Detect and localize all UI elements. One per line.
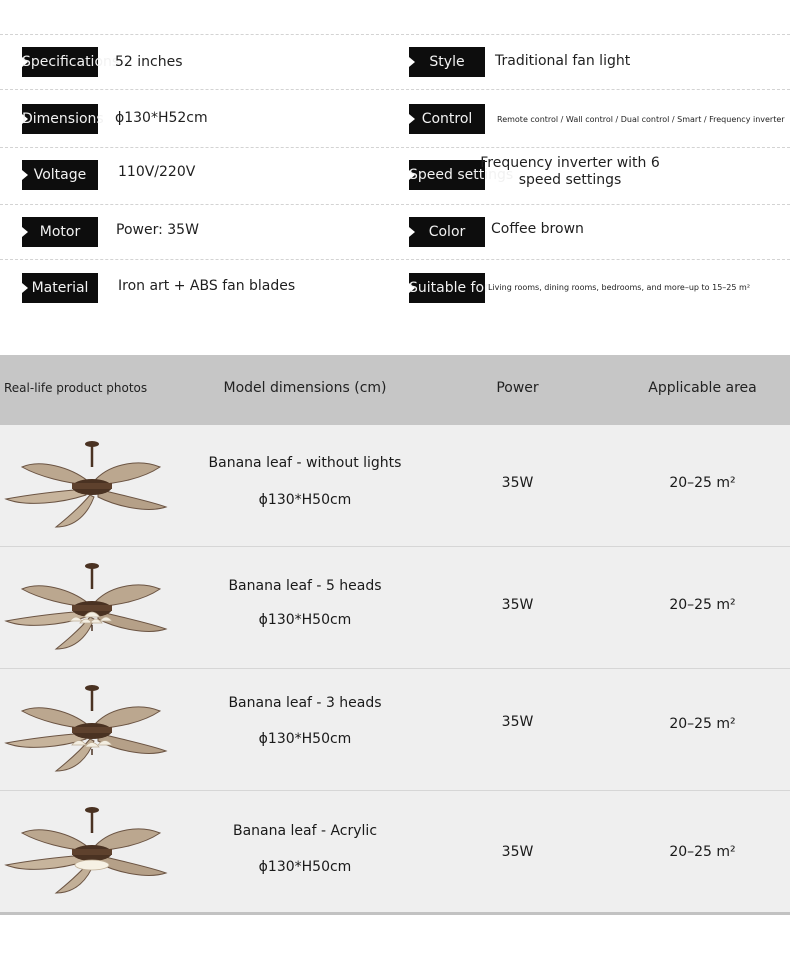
specifications-section — [0, 0, 790, 330]
model-dims: ϕ130*H50cm — [258, 731, 352, 747]
product-photo-3-heads — [0, 681, 175, 779]
spec-label-color — [409, 217, 485, 247]
area-value: 20–25 m² — [669, 597, 736, 613]
spec-label-text: Motor — [39, 224, 81, 240]
divider — [0, 89, 790, 90]
spec-label-speed-settings — [409, 160, 514, 190]
spec-label-text: Control — [421, 111, 473, 127]
spec-value-speed-settings: Frequency inverter with 6 speed settings — [480, 155, 660, 188]
product-photo-5-heads — [0, 559, 175, 657]
spec-label-suitable-for — [409, 273, 490, 303]
spec-value-voltage: 110V/220V — [118, 164, 196, 180]
spec-label-specifications — [22, 47, 120, 77]
spec-value-control: Remote control / Wall control / Dual control / Smart / Frequency inverter — [497, 115, 785, 124]
table-row — [0, 547, 790, 669]
spec-label-text: Voltage — [33, 167, 87, 183]
spec-label-control — [409, 104, 485, 134]
power-value: 35W — [501, 714, 534, 730]
area-value: 20–25 m² — [669, 716, 736, 732]
model-name: Banana leaf - 5 heads — [228, 578, 382, 594]
divider — [0, 34, 790, 35]
spec-value-specifications: 52 inches — [115, 54, 183, 70]
spec-label-text: Material — [31, 280, 89, 296]
spec-label-style — [409, 47, 485, 77]
table-row — [0, 791, 790, 915]
model-name: Banana leaf - 3 heads — [228, 695, 382, 711]
spec-value-style: Traditional fan light — [495, 53, 631, 69]
spec-label-text: Specifications — [22, 54, 120, 70]
product-photo-no-lights — [0, 437, 175, 535]
divider — [0, 259, 790, 260]
header-power: Power — [496, 380, 539, 396]
models-table — [0, 355, 790, 915]
spec-label-motor — [22, 217, 98, 247]
spec-label-voltage — [22, 160, 98, 190]
spec-label-text: Dimensions — [22, 111, 104, 127]
area-value: 20–25 m² — [669, 475, 736, 491]
spec-label-text: Color — [428, 224, 466, 240]
header-photos: Real-life product photos — [4, 381, 148, 395]
spec-label-text: Style — [429, 54, 465, 70]
model-name: Banana leaf - Acrylic — [232, 823, 378, 839]
spec-label-text: Suitable for — [409, 280, 490, 296]
divider — [0, 147, 790, 148]
power-value: 35W — [501, 475, 534, 491]
spec-value-material: Iron art + ABS fan blades — [118, 278, 296, 294]
model-dims: ϕ130*H50cm — [258, 612, 352, 628]
divider — [0, 204, 790, 205]
table-row — [0, 425, 790, 547]
header-model-dimensions: Model dimensions (cm) — [223, 380, 387, 396]
area-value: 20–25 m² — [669, 844, 736, 860]
model-dims: ϕ130*H50cm — [258, 859, 352, 875]
model-dims: ϕ130*H50cm — [258, 492, 352, 508]
table-header — [0, 355, 790, 425]
spec-value-suitable-for: Living rooms, dining rooms, bedrooms, and more–up to 15–25 m² — [488, 283, 751, 292]
power-value: 35W — [501, 597, 534, 613]
header-applicable-area: Applicable area — [648, 380, 757, 396]
product-photo-acrylic — [0, 803, 175, 901]
spec-value-motor: Power: 35W — [116, 222, 199, 238]
spec-value-dimensions: ϕ130*H52cm — [115, 110, 208, 126]
spec-label-text: Speed settings — [409, 167, 514, 183]
spec-value-color: Coffee brown — [491, 221, 584, 237]
power-value: 35W — [501, 844, 534, 860]
spec-label-dimensions — [22, 104, 104, 134]
spec-label-material — [22, 273, 98, 303]
model-name: Banana leaf - without lights — [208, 455, 402, 471]
table-row — [0, 669, 790, 791]
